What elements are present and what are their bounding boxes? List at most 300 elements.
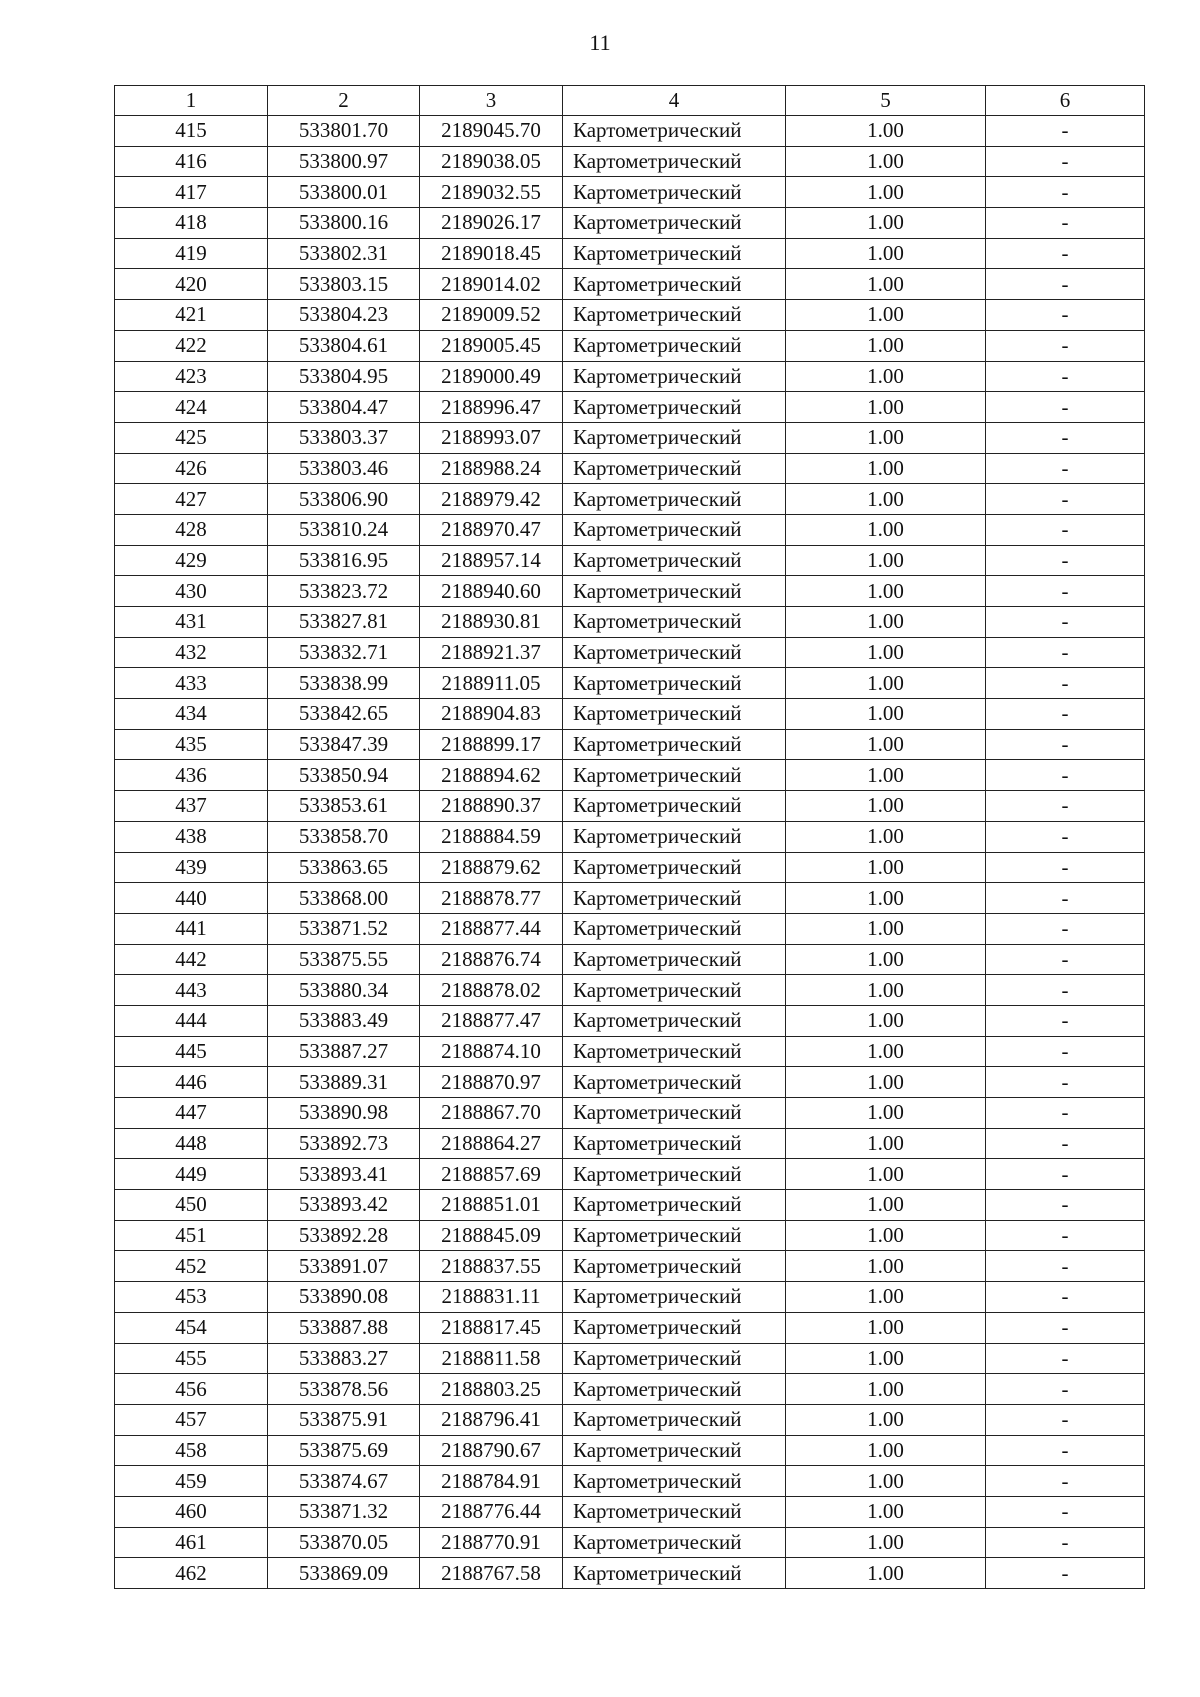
x-coordinate-cell: 533893.42 (268, 1190, 420, 1221)
x-coordinate-cell: 533801.70 (268, 116, 420, 147)
accuracy-cell: 1.00 (786, 1435, 986, 1466)
note-cell: - (986, 484, 1145, 515)
accuracy-cell: 1.00 (786, 1404, 986, 1435)
accuracy-cell: 1.00 (786, 1374, 986, 1405)
accuracy-cell: 1.00 (786, 514, 986, 545)
y-coordinate-cell: 2188993.07 (420, 422, 563, 453)
accuracy-cell: 1.00 (786, 422, 986, 453)
point-number-cell: 424 (115, 392, 268, 423)
table-row (115, 1435, 1145, 1466)
note-cell: - (986, 1036, 1145, 1067)
note-cell: - (986, 668, 1145, 699)
x-coordinate-cell: 533832.71 (268, 637, 420, 668)
table-row (115, 607, 1145, 638)
y-coordinate-cell: 2189026.17 (420, 208, 563, 239)
point-number-cell: 446 (115, 1067, 268, 1098)
table-row (115, 729, 1145, 760)
y-coordinate-cell: 2188890.37 (420, 791, 563, 822)
y-coordinate-cell: 2188845.09 (420, 1220, 563, 1251)
method-cell: Картометрический (563, 1496, 786, 1527)
point-number-cell: 423 (115, 361, 268, 392)
point-number-cell: 455 (115, 1343, 268, 1374)
x-coordinate-cell: 533868.00 (268, 883, 420, 914)
note-cell: - (986, 1374, 1145, 1405)
table-row (115, 576, 1145, 607)
point-number-cell: 445 (115, 1036, 268, 1067)
note-cell: - (986, 1466, 1145, 1497)
table-row (115, 238, 1145, 269)
table-row (115, 1128, 1145, 1159)
y-coordinate-cell: 2188879.62 (420, 852, 563, 883)
y-coordinate-cell: 2188979.42 (420, 484, 563, 515)
point-number-cell: 459 (115, 1466, 268, 1497)
x-coordinate-cell: 533890.08 (268, 1282, 420, 1313)
table-row (115, 208, 1145, 239)
note-cell: - (986, 146, 1145, 177)
note-cell: - (986, 852, 1145, 883)
x-coordinate-cell: 533804.61 (268, 330, 420, 361)
accuracy-cell: 1.00 (786, 852, 986, 883)
method-cell: Картометрический (563, 330, 786, 361)
y-coordinate-cell: 2188837.55 (420, 1251, 563, 1282)
y-coordinate-cell: 2189038.05 (420, 146, 563, 177)
accuracy-cell: 1.00 (786, 1466, 986, 1497)
method-cell: Картометрический (563, 1435, 786, 1466)
x-coordinate-cell: 533878.56 (268, 1374, 420, 1405)
note-cell: - (986, 883, 1145, 914)
method-cell: Картометрический (563, 607, 786, 638)
note-cell: - (986, 913, 1145, 944)
column-header: 1 (115, 86, 268, 116)
accuracy-cell: 1.00 (786, 208, 986, 239)
accuracy-cell: 1.00 (786, 883, 986, 914)
note-cell: - (986, 1496, 1145, 1527)
point-number-cell: 447 (115, 1098, 268, 1129)
method-cell: Картометрический (563, 576, 786, 607)
x-coordinate-cell: 533880.34 (268, 975, 420, 1006)
y-coordinate-cell: 2188930.81 (420, 607, 563, 638)
accuracy-cell: 1.00 (786, 361, 986, 392)
x-coordinate-cell: 533869.09 (268, 1558, 420, 1589)
note-cell: - (986, 453, 1145, 484)
x-coordinate-cell: 533816.95 (268, 545, 420, 576)
point-number-cell: 432 (115, 637, 268, 668)
note-cell: - (986, 1190, 1145, 1221)
point-number-cell: 431 (115, 607, 268, 638)
point-number-cell: 427 (115, 484, 268, 515)
method-cell: Картометрический (563, 422, 786, 453)
point-number-cell: 426 (115, 453, 268, 484)
y-coordinate-cell: 2188996.47 (420, 392, 563, 423)
point-number-cell: 458 (115, 1435, 268, 1466)
point-number-cell: 462 (115, 1558, 268, 1589)
x-coordinate-cell: 533853.61 (268, 791, 420, 822)
table-row (115, 453, 1145, 484)
note-cell: - (986, 1282, 1145, 1313)
column-header: 3 (420, 86, 563, 116)
table-row (115, 760, 1145, 791)
accuracy-cell: 1.00 (786, 330, 986, 361)
method-cell: Картометрический (563, 269, 786, 300)
method-cell: Картометрический (563, 1036, 786, 1067)
method-cell: Картометрический (563, 545, 786, 576)
accuracy-cell: 1.00 (786, 791, 986, 822)
y-coordinate-cell: 2189014.02 (420, 269, 563, 300)
point-number-cell: 425 (115, 422, 268, 453)
note-cell: - (986, 1343, 1145, 1374)
x-coordinate-cell: 533892.28 (268, 1220, 420, 1251)
point-number-cell: 440 (115, 883, 268, 914)
point-number-cell: 416 (115, 146, 268, 177)
method-cell: Картометрический (563, 1251, 786, 1282)
point-number-cell: 448 (115, 1128, 268, 1159)
table-row (115, 545, 1145, 576)
x-coordinate-cell: 533827.81 (268, 607, 420, 638)
x-coordinate-cell: 533803.15 (268, 269, 420, 300)
table-row (115, 177, 1145, 208)
table-row (115, 330, 1145, 361)
note-cell: - (986, 238, 1145, 269)
method-cell: Картометрический (563, 883, 786, 914)
table-row (115, 300, 1145, 331)
table-row (115, 269, 1145, 300)
method-cell: Картометрический (563, 637, 786, 668)
accuracy-cell: 1.00 (786, 484, 986, 515)
y-coordinate-cell: 2188790.67 (420, 1435, 563, 1466)
point-number-cell: 461 (115, 1527, 268, 1558)
note-cell: - (986, 975, 1145, 1006)
table-row (115, 852, 1145, 883)
accuracy-cell: 1.00 (786, 760, 986, 791)
point-number-cell: 429 (115, 545, 268, 576)
table-row (115, 361, 1145, 392)
x-coordinate-cell: 533883.49 (268, 1005, 420, 1036)
note-cell: - (986, 1435, 1145, 1466)
point-number-cell: 437 (115, 791, 268, 822)
table-row (115, 668, 1145, 699)
y-coordinate-cell: 2188857.69 (420, 1159, 563, 1190)
method-cell: Картометрический (563, 791, 786, 822)
method-cell: Картометрический (563, 514, 786, 545)
x-coordinate-cell: 533800.01 (268, 177, 420, 208)
table-row (115, 1466, 1145, 1497)
column-header: 4 (563, 86, 786, 116)
accuracy-cell: 1.00 (786, 1343, 986, 1374)
accuracy-cell: 1.00 (786, 1282, 986, 1313)
accuracy-cell: 1.00 (786, 1128, 986, 1159)
y-coordinate-cell: 2188796.41 (420, 1404, 563, 1435)
page-number: 11 (589, 30, 611, 55)
x-coordinate-cell: 533823.72 (268, 576, 420, 607)
column-header: 2 (268, 86, 420, 116)
note-cell: - (986, 1251, 1145, 1282)
accuracy-cell: 1.00 (786, 637, 986, 668)
method-cell: Картометрический (563, 729, 786, 760)
x-coordinate-cell: 533871.52 (268, 913, 420, 944)
note-cell: - (986, 1067, 1145, 1098)
table-row (115, 1159, 1145, 1190)
note-cell: - (986, 1098, 1145, 1129)
method-cell: Картометрический (563, 1220, 786, 1251)
table-row (115, 883, 1145, 914)
method-cell: Картометрический (563, 1343, 786, 1374)
y-coordinate-cell: 2188864.27 (420, 1128, 563, 1159)
note-cell: - (986, 944, 1145, 975)
table-row (115, 1220, 1145, 1251)
y-coordinate-cell: 2188770.91 (420, 1527, 563, 1558)
method-cell: Картометрический (563, 1558, 786, 1589)
method-cell: Картометрический (563, 821, 786, 852)
method-cell: Картометрический (563, 1098, 786, 1129)
point-number-cell: 453 (115, 1282, 268, 1313)
note-cell: - (986, 116, 1145, 147)
method-cell: Картометрический (563, 208, 786, 239)
point-number-cell: 450 (115, 1190, 268, 1221)
accuracy-cell: 1.00 (786, 1159, 986, 1190)
note-cell: - (986, 607, 1145, 638)
table-row (115, 1005, 1145, 1036)
y-coordinate-cell: 2188940.60 (420, 576, 563, 607)
accuracy-cell: 1.00 (786, 607, 986, 638)
accuracy-cell: 1.00 (786, 1067, 986, 1098)
note-cell: - (986, 392, 1145, 423)
note-cell: - (986, 422, 1145, 453)
method-cell: Картометрический (563, 913, 786, 944)
method-cell: Картометрический (563, 1312, 786, 1343)
y-coordinate-cell: 2188877.44 (420, 913, 563, 944)
accuracy-cell: 1.00 (786, 146, 986, 177)
accuracy-cell: 1.00 (786, 1098, 986, 1129)
point-number-cell: 417 (115, 177, 268, 208)
table-row (115, 116, 1145, 147)
x-coordinate-cell: 533842.65 (268, 699, 420, 730)
note-cell: - (986, 514, 1145, 545)
table-row (115, 1036, 1145, 1067)
x-coordinate-cell: 533875.55 (268, 944, 420, 975)
method-cell: Картометрический (563, 668, 786, 699)
note-cell: - (986, 1128, 1145, 1159)
x-coordinate-cell: 533802.31 (268, 238, 420, 269)
method-cell: Картометрический (563, 760, 786, 791)
point-number-cell: 419 (115, 238, 268, 269)
table-row (115, 975, 1145, 1006)
y-coordinate-cell: 2188831.11 (420, 1282, 563, 1313)
note-cell: - (986, 361, 1145, 392)
table-row (115, 1558, 1145, 1589)
accuracy-cell: 1.00 (786, 1036, 986, 1067)
point-number-cell: 452 (115, 1251, 268, 1282)
accuracy-cell: 1.00 (786, 668, 986, 699)
method-cell: Картометрический (563, 699, 786, 730)
point-number-cell: 421 (115, 300, 268, 331)
table-header-row (115, 86, 1145, 116)
table-row (115, 514, 1145, 545)
y-coordinate-cell: 2188970.47 (420, 514, 563, 545)
method-cell: Картометрический (563, 177, 786, 208)
table-row (115, 637, 1145, 668)
y-coordinate-cell: 2188874.10 (420, 1036, 563, 1067)
table-row (115, 1067, 1145, 1098)
method-cell: Картометрический (563, 1005, 786, 1036)
y-coordinate-cell: 2188894.62 (420, 760, 563, 791)
table-row (115, 1374, 1145, 1405)
y-coordinate-cell: 2189032.55 (420, 177, 563, 208)
point-number-cell: 449 (115, 1159, 268, 1190)
point-number-cell: 456 (115, 1374, 268, 1405)
note-cell: - (986, 177, 1145, 208)
table-row (115, 422, 1145, 453)
point-number-cell: 436 (115, 760, 268, 791)
column-header: 6 (986, 86, 1145, 116)
x-coordinate-cell: 533892.73 (268, 1128, 420, 1159)
accuracy-cell: 1.00 (786, 1190, 986, 1221)
accuracy-cell: 1.00 (786, 1527, 986, 1558)
x-coordinate-cell: 533838.99 (268, 668, 420, 699)
point-number-cell: 438 (115, 821, 268, 852)
x-coordinate-cell: 533890.98 (268, 1098, 420, 1129)
point-number-cell: 428 (115, 514, 268, 545)
note-cell: - (986, 576, 1145, 607)
note-cell: - (986, 1159, 1145, 1190)
y-coordinate-cell: 2188988.24 (420, 453, 563, 484)
table-row (115, 913, 1145, 944)
x-coordinate-cell: 533800.97 (268, 146, 420, 177)
point-number-cell: 435 (115, 729, 268, 760)
table-row (115, 791, 1145, 822)
point-number-cell: 434 (115, 699, 268, 730)
x-coordinate-cell: 533875.69 (268, 1435, 420, 1466)
method-cell: Картометрический (563, 361, 786, 392)
x-coordinate-cell: 533810.24 (268, 514, 420, 545)
accuracy-cell: 1.00 (786, 975, 986, 1006)
accuracy-cell: 1.00 (786, 729, 986, 760)
table-row (115, 821, 1145, 852)
point-number-cell: 422 (115, 330, 268, 361)
table-row (115, 146, 1145, 177)
y-coordinate-cell: 2188851.01 (420, 1190, 563, 1221)
method-cell: Картометрический (563, 116, 786, 147)
point-number-cell: 451 (115, 1220, 268, 1251)
y-coordinate-cell: 2188876.74 (420, 944, 563, 975)
table-row (115, 1251, 1145, 1282)
method-cell: Картометрический (563, 1466, 786, 1497)
x-coordinate-cell: 533803.37 (268, 422, 420, 453)
table-row (115, 1312, 1145, 1343)
accuracy-cell: 1.00 (786, 238, 986, 269)
table-row (115, 1282, 1145, 1313)
point-number-cell: 420 (115, 269, 268, 300)
x-coordinate-cell: 533887.88 (268, 1312, 420, 1343)
point-number-cell: 433 (115, 668, 268, 699)
method-cell: Картометрический (563, 238, 786, 269)
accuracy-cell: 1.00 (786, 269, 986, 300)
x-coordinate-cell: 533863.65 (268, 852, 420, 883)
note-cell: - (986, 1527, 1145, 1558)
note-cell: - (986, 791, 1145, 822)
table-row (115, 1527, 1145, 1558)
point-number-cell: 442 (115, 944, 268, 975)
y-coordinate-cell: 2188784.91 (420, 1466, 563, 1497)
accuracy-cell: 1.00 (786, 1220, 986, 1251)
x-coordinate-cell: 533871.32 (268, 1496, 420, 1527)
accuracy-cell: 1.00 (786, 300, 986, 331)
method-cell: Картометрический (563, 1527, 786, 1558)
table-body (115, 116, 1145, 1589)
accuracy-cell: 1.00 (786, 1558, 986, 1589)
method-cell: Картометрический (563, 1374, 786, 1405)
x-coordinate-cell: 533858.70 (268, 821, 420, 852)
accuracy-cell: 1.00 (786, 699, 986, 730)
method-cell: Картометрический (563, 300, 786, 331)
method-cell: Картометрический (563, 392, 786, 423)
x-coordinate-cell: 533804.47 (268, 392, 420, 423)
note-cell: - (986, 1558, 1145, 1589)
accuracy-cell: 1.00 (786, 453, 986, 484)
y-coordinate-cell: 2188776.44 (420, 1496, 563, 1527)
accuracy-cell: 1.00 (786, 1496, 986, 1527)
x-coordinate-cell: 533850.94 (268, 760, 420, 791)
table-row (115, 1190, 1145, 1221)
y-coordinate-cell: 2188878.77 (420, 883, 563, 914)
point-number-cell: 415 (115, 116, 268, 147)
table-row (115, 1404, 1145, 1435)
note-cell: - (986, 1404, 1145, 1435)
y-coordinate-cell: 2188877.47 (420, 1005, 563, 1036)
point-number-cell: 444 (115, 1005, 268, 1036)
table-row (115, 699, 1145, 730)
accuracy-cell: 1.00 (786, 116, 986, 147)
y-coordinate-cell: 2188921.37 (420, 637, 563, 668)
method-cell: Картометрический (563, 852, 786, 883)
note-cell: - (986, 1005, 1145, 1036)
column-header: 5 (786, 86, 986, 116)
method-cell: Картометрический (563, 944, 786, 975)
x-coordinate-cell: 533803.46 (268, 453, 420, 484)
x-coordinate-cell: 533883.27 (268, 1343, 420, 1374)
note-cell: - (986, 269, 1145, 300)
note-cell: - (986, 300, 1145, 331)
note-cell: - (986, 760, 1145, 791)
point-number-cell: 457 (115, 1404, 268, 1435)
x-coordinate-cell: 533804.95 (268, 361, 420, 392)
note-cell: - (986, 1220, 1145, 1251)
table-row (115, 1343, 1145, 1374)
point-number-cell: 418 (115, 208, 268, 239)
y-coordinate-cell: 2188811.58 (420, 1343, 563, 1374)
method-cell: Картометрический (563, 484, 786, 515)
x-coordinate-cell: 533847.39 (268, 729, 420, 760)
accuracy-cell: 1.00 (786, 545, 986, 576)
point-number-cell: 441 (115, 913, 268, 944)
x-coordinate-cell: 533874.67 (268, 1466, 420, 1497)
method-cell: Картометрический (563, 453, 786, 484)
y-coordinate-cell: 2188884.59 (420, 821, 563, 852)
coordinates-table (114, 85, 1145, 1589)
accuracy-cell: 1.00 (786, 1312, 986, 1343)
table-row (115, 944, 1145, 975)
method-cell: Картометрический (563, 975, 786, 1006)
x-coordinate-cell: 533889.31 (268, 1067, 420, 1098)
y-coordinate-cell: 2188957.14 (420, 545, 563, 576)
y-coordinate-cell: 2189018.45 (420, 238, 563, 269)
x-coordinate-cell: 533870.05 (268, 1527, 420, 1558)
accuracy-cell: 1.00 (786, 821, 986, 852)
note-cell: - (986, 729, 1145, 760)
y-coordinate-cell: 2188803.25 (420, 1374, 563, 1405)
note-cell: - (986, 821, 1145, 852)
note-cell: - (986, 637, 1145, 668)
y-coordinate-cell: 2188878.02 (420, 975, 563, 1006)
